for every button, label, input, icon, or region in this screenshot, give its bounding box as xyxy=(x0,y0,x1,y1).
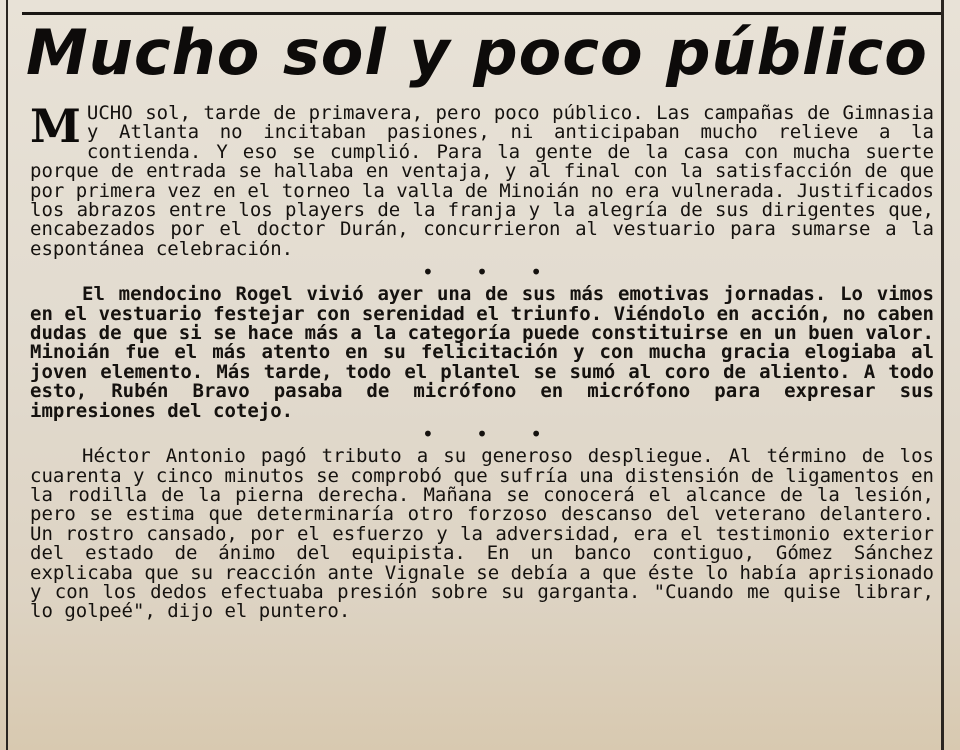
headline: Mucho sol y poco público xyxy=(26,16,928,89)
paragraph-1 xyxy=(30,99,934,260)
article-body xyxy=(30,99,934,623)
section-separator-2: • • • xyxy=(421,422,561,447)
section-separator-1: • • • xyxy=(421,260,561,285)
paragraph-2: El mendocino Rogel vivió ayer una de sus más emotivas jornadas. Lo vimos en el vestuario festejar con serenidad el triunfo. Viéndolo en acción, no caben dudas de que si se hace más a la categoría puede constituirse en un buen valor. Minoián fue el más atento en su felicitación y con mucha gracia elogiaba al joven elemento. Más tarde, todo el plantel se sumó al coro de aliento. A todo esto, Rubén Bravo pasaba de micrófono en micrófono para expresar sus impresiones del cotejo. xyxy=(30,283,934,422)
right-column-rule xyxy=(941,0,944,750)
drop-cap: M xyxy=(30,99,81,153)
left-column-rule xyxy=(6,0,8,750)
paragraph-1-text: UCHO sol, tarde de primavera, pero poco público. Las campañas de Gimnasia y Atlanta no incitaban pasiones, ni anticipaban mucho relieve a la contienda. Y eso se cumplió. Para la gente de la casa con mucha suerte porque de entrada se hallaba en ventaja, y al final con la satisfacción de que por primera vez en el torneo la valla de Minoián no era vulnerada. Justificados los abrazos entre los players de la franja y la alegría de sus dirigentes que, encabezados por el doctor Durán, concurrieron al vestuario para sumarse a la espontánea celebración. xyxy=(30,102,934,260)
paragraph-3: Héctor Antonio pagó tributo a su generoso despliegue. Al término de los cuarenta y cinco minutos se comprobó que sufría una distensión de ligamentos en la rodilla de la pierna derecha. Mañana se conocerá el alcance de la lesión, pero se estima que determinaría otro forzoso descanso del veterano delantero. Un rostro cansado, por el esfuerzo y la adversidad, era el testimonio exterior del estado de ánimo del equipista. En un banco contiguo, Gómez Sánchez explicaba que su reacción ante Vignale se debía a que éste lo había aprisionado y con los dedos efectuaba presión sobre su garganta. "Cuando me quise librar, lo golpeé", dijo el puntero. xyxy=(30,445,934,623)
